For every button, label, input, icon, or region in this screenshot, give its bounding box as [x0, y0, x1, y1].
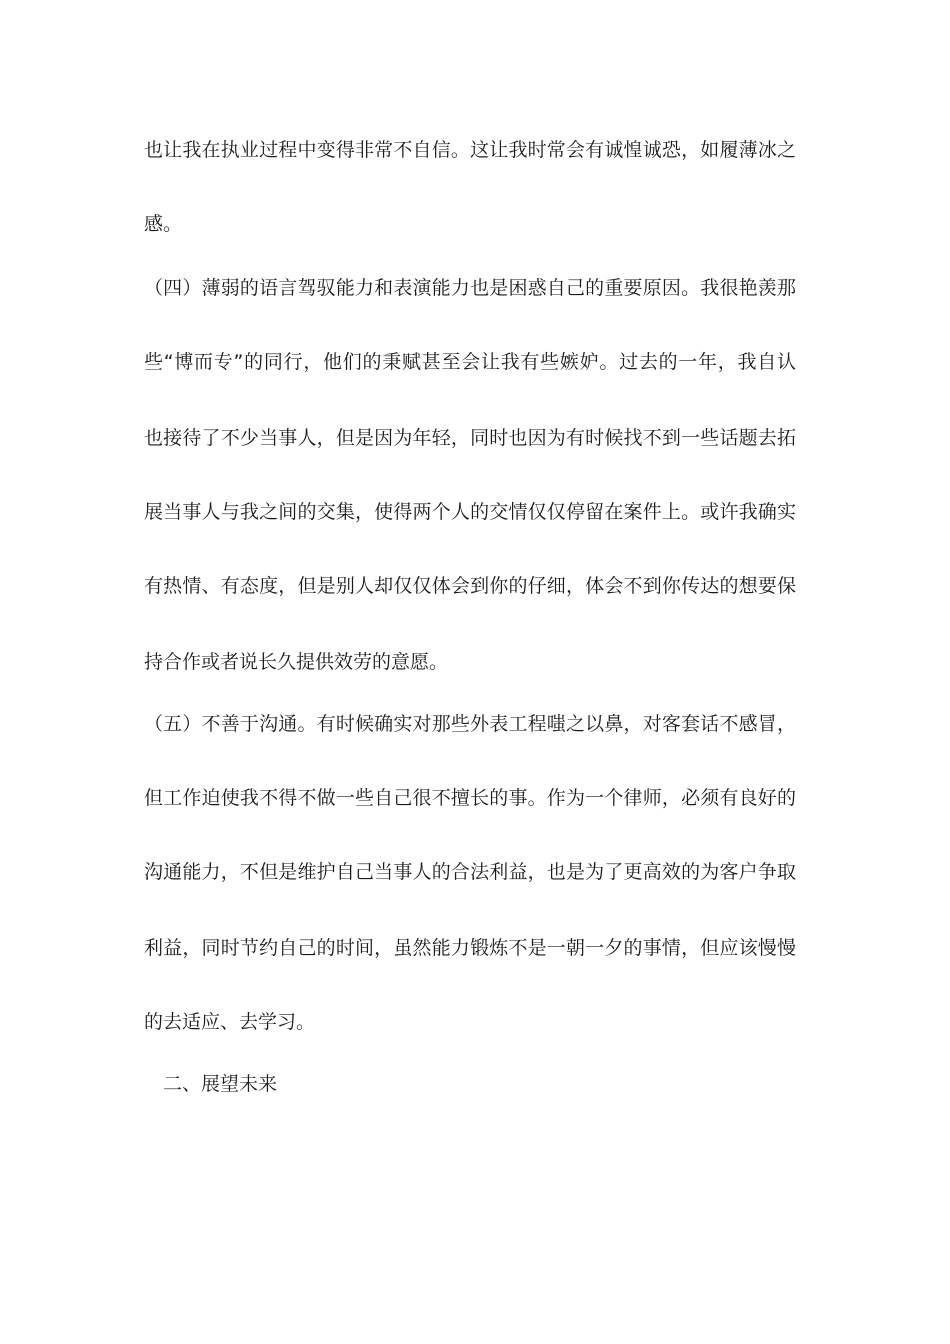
section-heading: 二、展望未来 [163, 1073, 278, 1095]
text-line-8: 持合作或者说长久提供效劳的意愿。 [144, 651, 449, 673]
text-line-2: 感。 [144, 213, 183, 235]
text-line-4: 些“博而专”的同行，他们的秉赋甚至会让我有些嫉妒。过去的一年，我自认 [144, 351, 796, 373]
text-line-13: 的去适应、去学习。 [144, 1011, 316, 1033]
text-line-12: 利益，同时节约自己的时间，虽然能力锻炼不是一朝一夕的事情，但应该慢慢 [144, 937, 796, 959]
text-line-5: 也接待了不少当事人，但是因为年轻，同时也因为有时候找不到一些话题去拓 [144, 427, 796, 449]
text-line-10: 但工作迫使我不得不做一些自己很不擅长的事。作为一个律师，必须有良好的 [144, 787, 796, 809]
text-line-7: 有热情、有态度，但是别人却仅仅体会到你的仔细，体会不到你传达的想要保 [144, 575, 796, 597]
text-line-9: （五）不善于沟通。有时候确实对那些外表工程嗤之以鼻，对客套话不感冒， [144, 713, 796, 735]
text-line-11: 沟通能力，不但是维护自己当事人的合法利益，也是为了更高效的为客户争取 [144, 861, 796, 883]
text-line-6: 展当事人与我之间的交集，使得两个人的交情仅仅停留在案件上。或许我确实 [144, 501, 796, 523]
text-line-1: 也让我在执业过程中变得非常不自信。这让我时常会有诚惶诚恐，如履薄冰之 [144, 139, 796, 161]
text-line-3: （四）薄弱的语言驾驭能力和表演能力也是困惑自己的重要原因。我很艳羡那 [144, 277, 796, 299]
